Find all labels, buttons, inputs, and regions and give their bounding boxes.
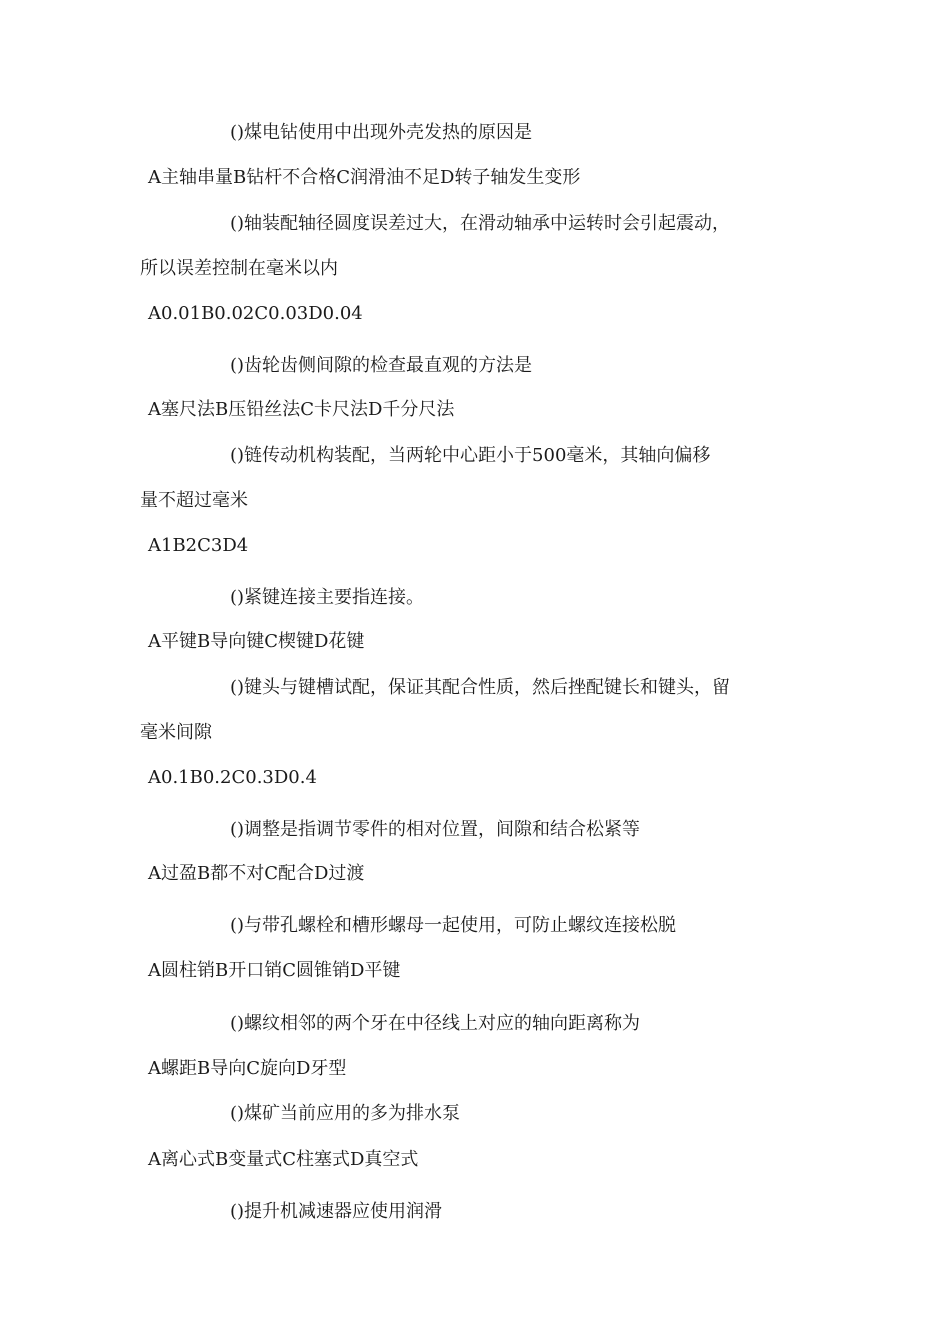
answer-options: A0.1B0.2C0.3D0.4 [148,767,317,788]
question-text-continuation: 所以误差控制在毫米以内 [140,258,338,279]
answer-options: A0.01B0.02C0.03D0.04 [148,303,363,324]
question-text: ()提升机减速器应使用润滑 [230,1201,443,1222]
question-text: ()轴装配轴径圆度误差过大，在滑动轴承中运转时会引起震动， [230,213,731,234]
question-text: ()键头与键槽试配，保证其配合性质，然后挫配键长和键头，留 [230,677,731,698]
answer-options: A离心式B变量式C柱塞式D真空式 [148,1149,419,1170]
answer-options: A塞尺法B压铅丝法C卡尺法D千分尺法 [148,399,455,420]
question-text: ()调整是指调节零件的相对位置，间隙和结合松紧等 [230,819,641,840]
question-text: ()螺纹相邻的两个牙在中径线上对应的轴向距离称为 [230,1013,641,1034]
answer-options: A平键B导向键C楔键D花键 [148,631,365,652]
question-text: ()紧键连接主要指连接。 [230,587,425,608]
question-text-continuation: 毫米间隙 [140,722,212,743]
question-text: ()链传动机构装配，当两轮中心距小于500毫米，其轴向偏移 [230,445,711,466]
answer-options: A1B2C3D4 [148,535,249,556]
question-text: ()煤矿当前应用的多为排水泵 [230,1103,461,1124]
answer-options: A主轴串量B钻杆不合格C润滑油不足D转子轴发生变形 [148,167,581,188]
answer-options: A螺距B导向C旋向D牙型 [148,1058,347,1079]
question-text: ()与带孔螺栓和槽形螺母一起使用，可防止螺纹连接松脱 [230,915,677,936]
question-text-continuation: 量不超过毫米 [140,490,248,511]
question-text: ()齿轮齿侧间隙的检查最直观的方法是 [230,355,533,376]
answer-options: A过盈B都不对C配合D过渡 [148,863,365,884]
question-text: ()煤电钻使用中出现外壳发热的原因是 [230,122,533,143]
answer-options: A圆柱销B开口销C圆锥销D平键 [148,960,401,981]
